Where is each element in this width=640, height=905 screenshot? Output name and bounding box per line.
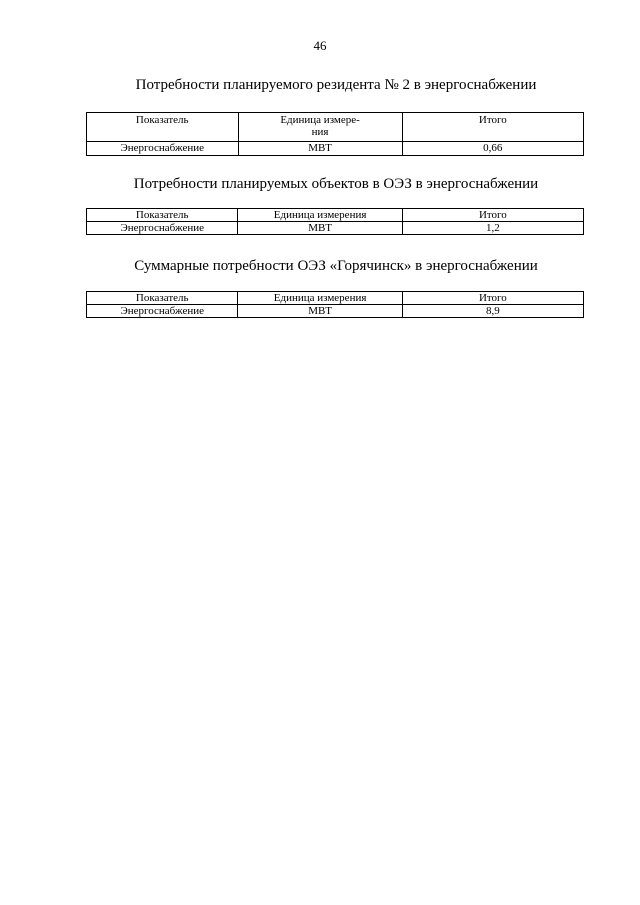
header-total: Итого xyxy=(402,209,583,222)
cell-indicator: Энергоснабжение xyxy=(87,305,238,318)
table-row xyxy=(87,222,584,235)
table-3-title: Суммарные потребности ОЭЗ «Горячинск» в энергоснабжении xyxy=(134,258,538,274)
table-header-row xyxy=(87,209,584,222)
table-2-title: Потребности планируемых объектов в ОЭЗ в энергоснабжении xyxy=(133,176,539,192)
table-row xyxy=(87,305,584,318)
page-number: 46 xyxy=(313,38,327,53)
header-unit: Единица измере- ния xyxy=(238,113,402,142)
cell-unit: МВТ xyxy=(238,222,402,235)
cell-unit: МВТ xyxy=(238,305,402,318)
header-indicator: Показатель xyxy=(87,292,238,305)
table-header-row xyxy=(87,292,584,305)
header-total: Итого xyxy=(402,113,583,142)
table-oez-objects xyxy=(86,208,584,235)
cell-unit: МВТ xyxy=(238,142,402,156)
header-unit: Единица измерения xyxy=(238,292,402,305)
table-resident-2 xyxy=(86,112,584,156)
cell-total: 8,9 xyxy=(402,305,583,318)
header-unit: Единица измерения xyxy=(238,209,402,222)
header-indicator: Показатель xyxy=(87,209,238,222)
cell-indicator: Энергоснабжение xyxy=(87,222,238,235)
table-header-row xyxy=(87,113,584,142)
cell-total: 0,66 xyxy=(402,142,583,156)
header-total: Итого xyxy=(402,292,583,305)
cell-indicator: Энергоснабжение xyxy=(87,142,239,156)
cell-total: 1,2 xyxy=(402,222,583,235)
table-1-title: Потребности планируемого резидента № 2 в энергоснабжении xyxy=(135,77,537,93)
header-indicator: Показатель xyxy=(87,113,239,142)
table-oez-total xyxy=(86,291,584,318)
table-row xyxy=(87,142,584,156)
